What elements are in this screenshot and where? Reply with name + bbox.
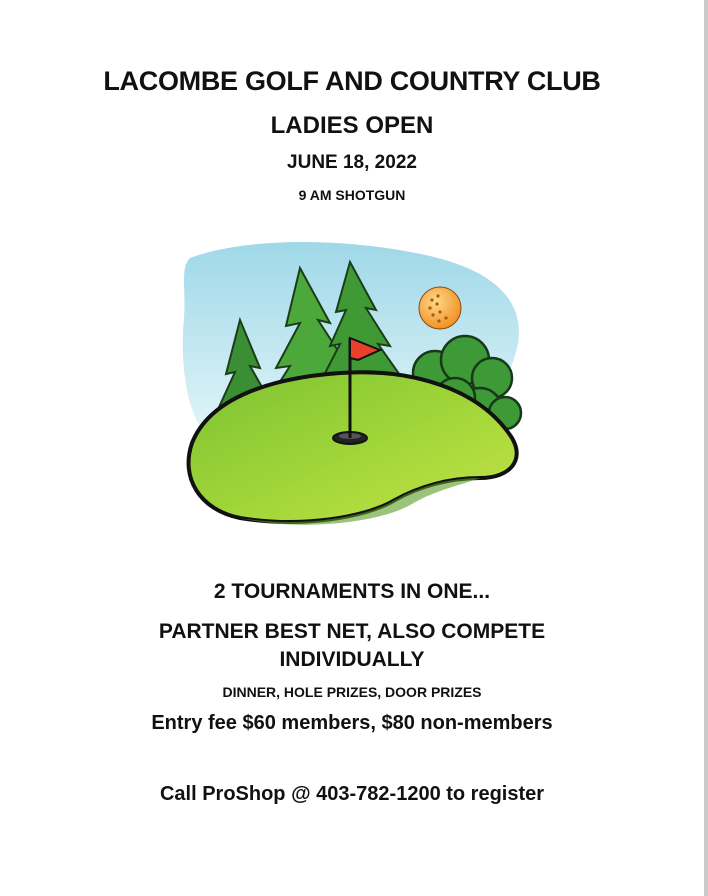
start-time: 9 AM SHOTGUN (298, 187, 406, 203)
tournament-format: PARTNER BEST NET, ALSO COMPETE INDIVIDUALLY (158, 620, 546, 671)
golf-green-icon (180, 238, 525, 530)
registration-contact: Call ProShop @ 403-782-1200 to register (159, 783, 545, 805)
tournament-headline: 2 TOURNAMENTS IN ONE... (213, 580, 491, 603)
event-name: LADIES OPEN (270, 112, 434, 139)
event-date: JUNE 18, 2022 (287, 152, 417, 173)
club-title: LACOMBE GOLF AND COUNTRY CLUB (103, 66, 601, 96)
golf-ball-icon (419, 287, 461, 329)
entry-fee: Entry fee $60 members, $80 non-members (151, 712, 553, 734)
page-edge (704, 0, 708, 896)
prizes-list: DINNER, HOLE PRIZES, DOOR PRIZES (222, 684, 482, 700)
